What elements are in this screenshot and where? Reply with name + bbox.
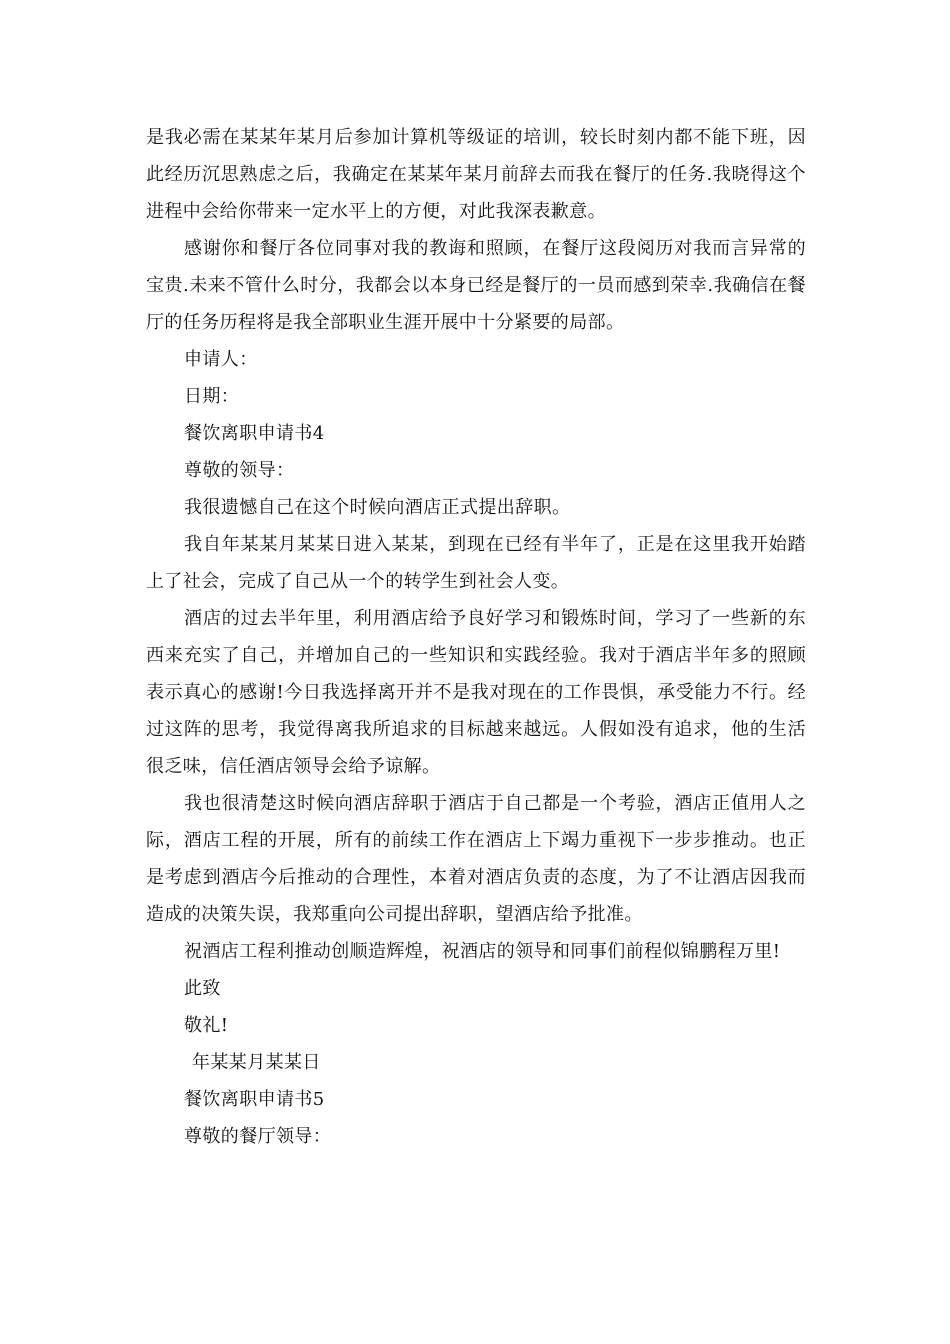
section-title-5: 餐饮离职申请书5	[184, 1089, 325, 1110]
date-label: 日期：	[184, 386, 240, 407]
section-title-4: 餐饮离职申请书4	[184, 423, 325, 444]
signature-date: 年某某月某某日	[192, 1052, 321, 1073]
paragraph-thanks: 感谢你和餐厅各位同事对我的教诲和照顾，在餐厅这段阅历对我而言异常的宝贵.未来不管什么时分，我都会以本身已经是餐厅的一员而感到荣幸.我确信在餐厅的任务历程将是我全部职业生涯开展中十分紧要的局部。	[146, 238, 806, 333]
paragraph-joined: 我自年某某月某某日进入某某，到现在已经有半年了，正是在这里我开始踏上了社会，完成了自己从一个的转学生到社会人变。	[146, 534, 806, 592]
closing-cizhi: 此致	[184, 978, 221, 999]
paragraph-regret: 我很遗憾自己在这个时候向酒店正式提出辞职。	[184, 497, 571, 518]
paragraph-wishes: 祝酒店工程利推动创顺造辉煌，祝酒店的领导和同事们前程似锦鹏程万里!	[184, 941, 781, 962]
paragraph-half-year: 酒店的过去半年里，利用酒店给予良好学习和锻炼时间，学习了一些新的东西来充实了自己，并增加自己的一些知识和实践经验。我对于酒店半年多的照顾表示真心的感谢!今日我选择离开并不是我对现在的工作畏惧，承受能力不行。经过这阵的思考，我觉得离我所追求的目标越来越远。人假如没有追求，他的生活很乏味，信任酒店领导会给予谅解。	[146, 608, 806, 777]
paragraph-intro-continued: 是我必需在某某年某月后参加计算机等级证的培训，较长时刻内都不能下班，因此经历沉思熟虑之后，我确定在某某年某月前辞去而我在餐厅的任务.我晓得这个进程中会给你带来一定水平上的方便，对此我深表歉意。	[146, 127, 806, 222]
closing-jingli: 敬礼!	[184, 1015, 229, 1036]
document-body	[146, 119, 806, 1155]
applicant-label: 申请人：	[184, 349, 258, 370]
salutation-leader: 尊敬的领导：	[184, 460, 295, 481]
paragraph-resignation-reason: 我也很清楚这时候向酒店辞职于酒店于自己都是一个考验，酒店正值用人之际，酒店工程的开展，所有的前续工作在酒店上下竭力重视下一步步推动。也正是考虑到酒店今后推动的合理性，本着对酒店负责的态度，为了不让酒店因我而造成的决策失误，我郑重向公司提出辞职，望酒店给予批准。	[146, 793, 806, 925]
salutation-restaurant-leader: 尊敬的餐厅领导：	[184, 1126, 332, 1147]
